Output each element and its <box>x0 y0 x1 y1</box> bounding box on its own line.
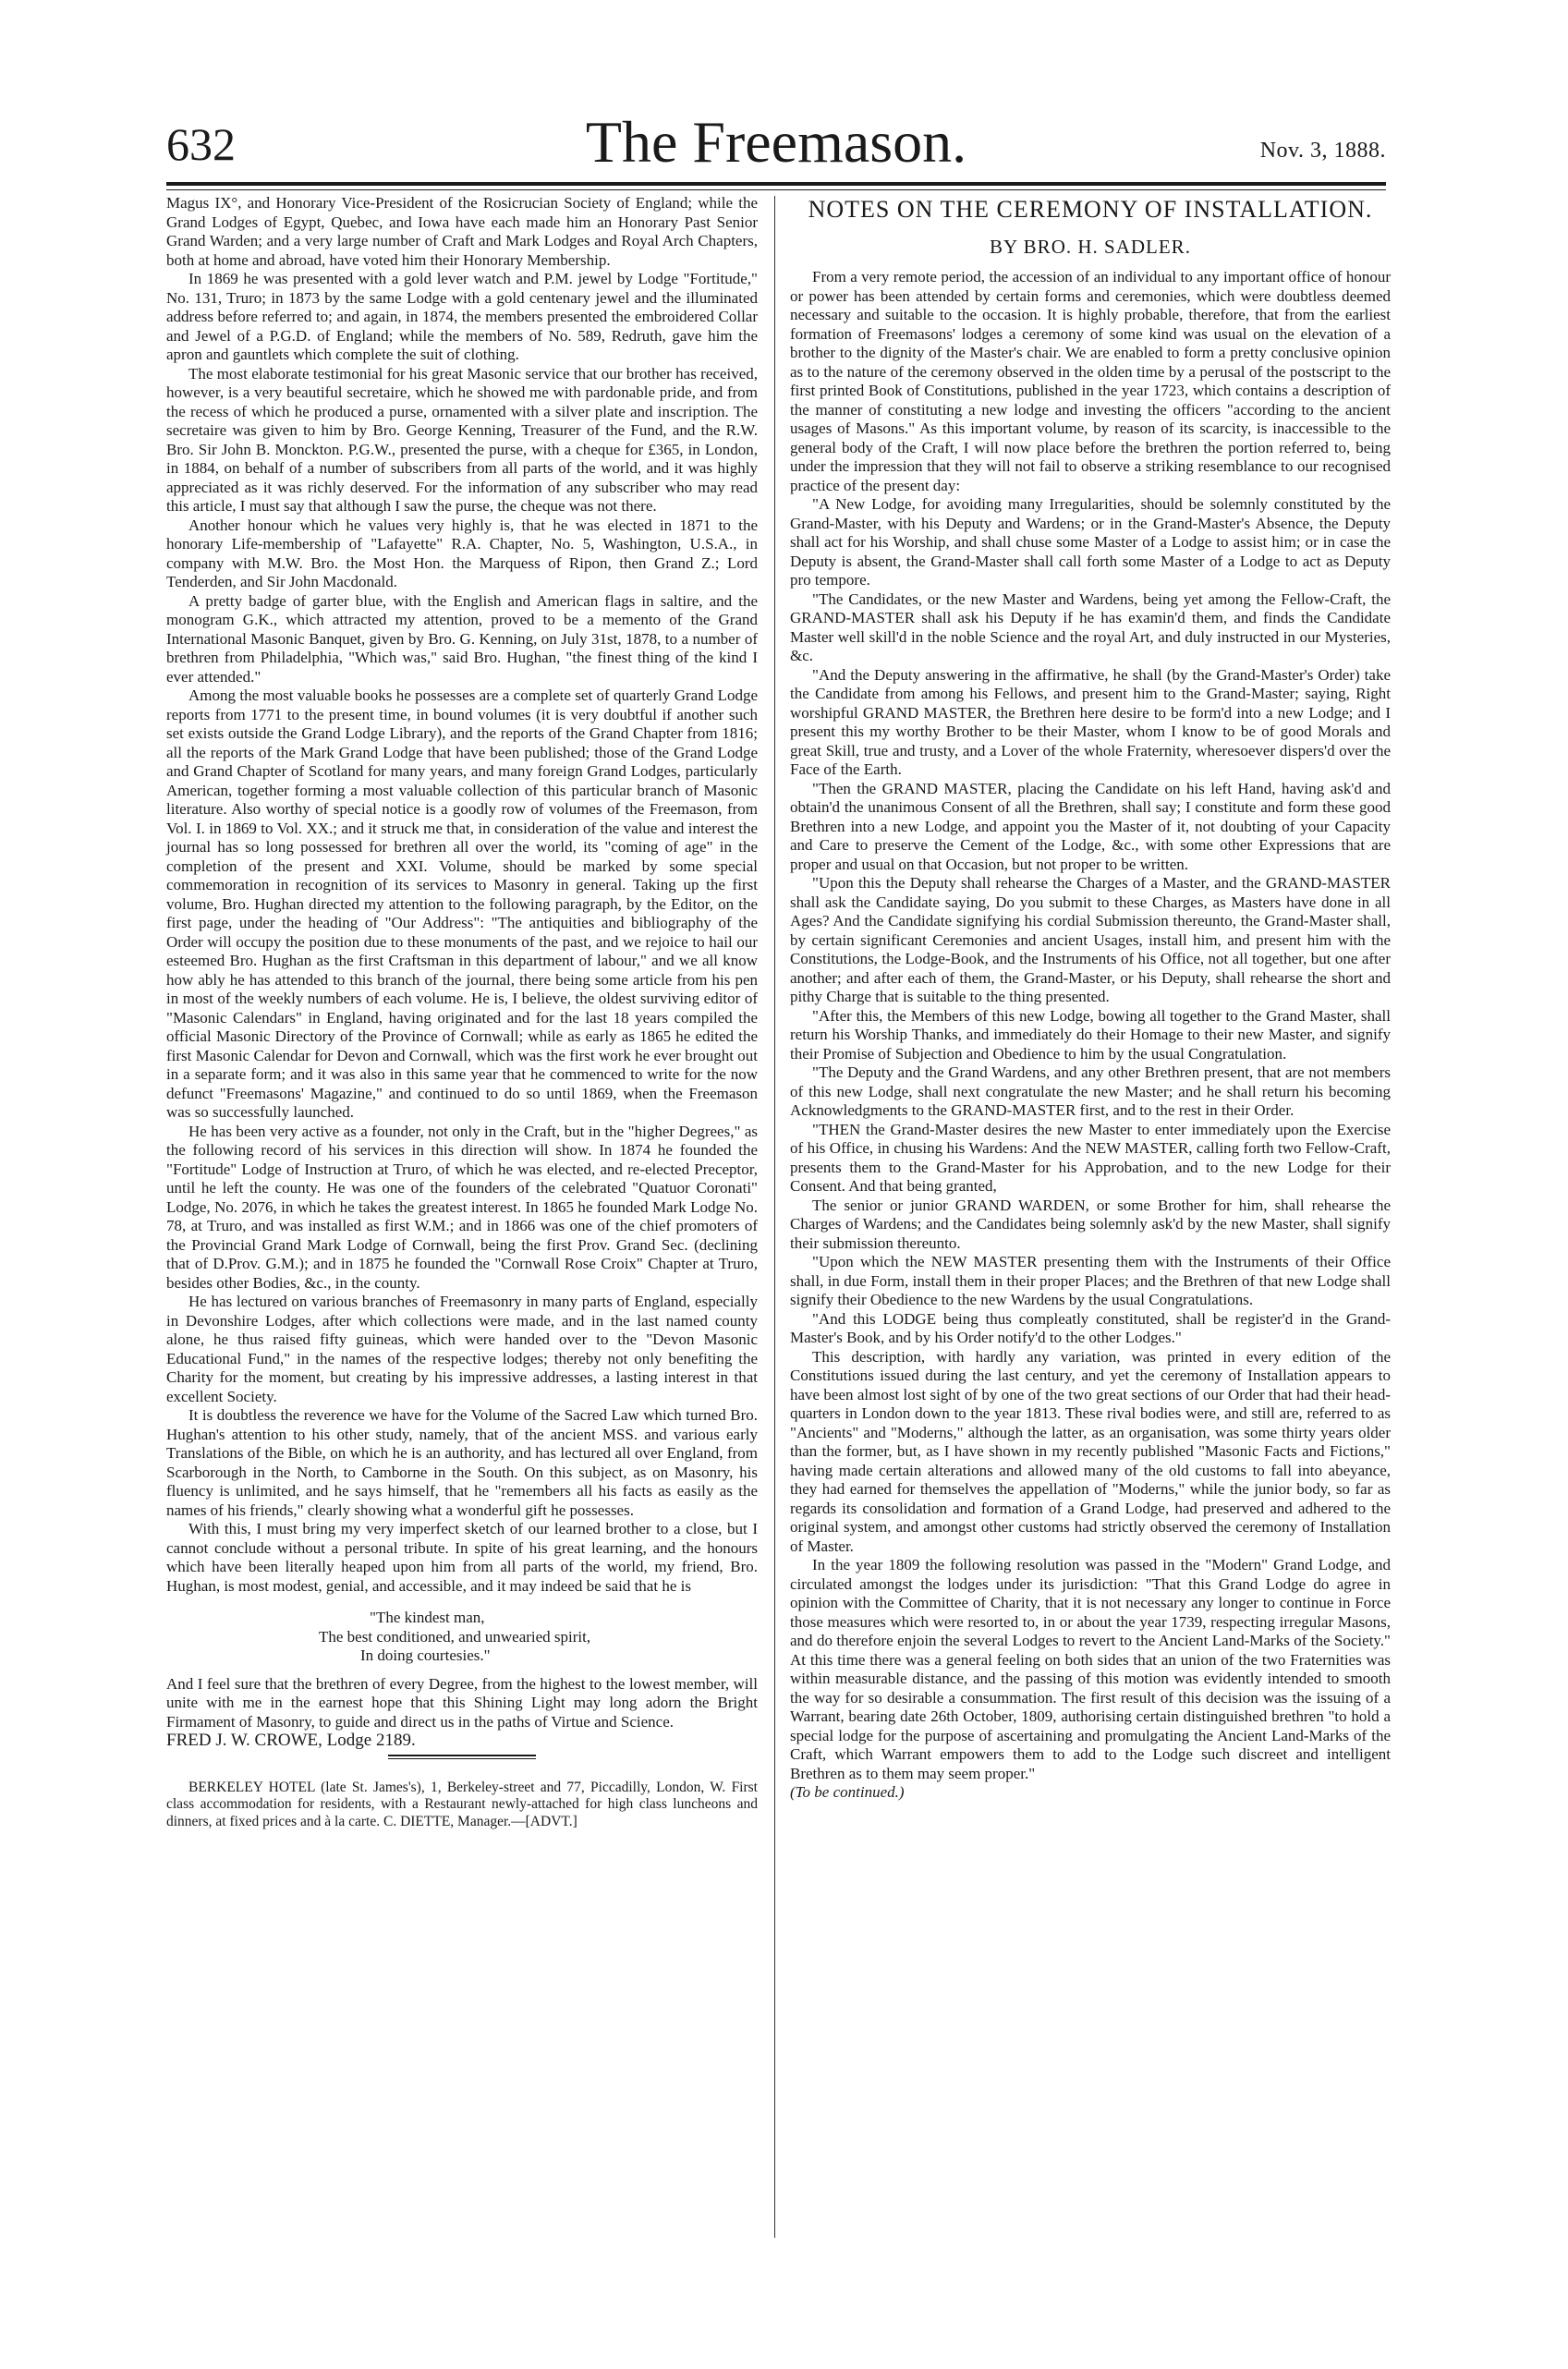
paragraph: It is doubtless the reverence we have for the Volume of the Sacred Law which turned Bro. Hughan's attention to his other study, namely, that of the ancient MSS. and various early Translations of the Bible, on which he is an authority, and has lectured all over England, from Scarborough in the North, to Camborne in the South. On this subject, as on Masonry, his fluency is unlimited, and he says himself, that he "remembers all his facts as easily as the names of his friends," clearly showing what a wonderful gift he possesses. <box>166 1406 758 1519</box>
paragraph: The most elaborate testimonial for his great Masonic service that our brother has received, however, is a very beautiful secretaire, which he showed me with pardonable pride, and from the recess of which he produced a purse, ornamented with a silver plate and inscription. The secretaire was given to him by Bro. George Kenning, Treasurer of the Fund, and the R.W. Bro. Sir John B. Monckton. P.G.W., presented the purse, with a cheque for £365, in London, in 1884, on behalf of a number of subscribers from all parts of the world, and it was highly appreciated as it was richly deserved. For the information of any subscriber who may read this article, I must say that although I saw the purse, the cheque was not there. <box>166 364 758 515</box>
paragraph: "The Deputy and the Grand Wardens, and any other Brethren present, that are not members of this new Lodge, shall next congratulate the new Master; and he shall return his becoming Acknowledgments to the GRAND-MASTER first, and to the rest in their Order. <box>790 1063 1391 1119</box>
paragraph: "Upon this the Deputy shall rehearse the Charges of a Master, and the GRAND-MASTER shall ask the Candidate saying, Do you submit to these Charges, as Masters have done in all Ages? And the Candidate signifying his cordial Submission thereunto, the Grand-Master shall, by certain significant Ceremonies and ancient Usages, install him, and present him with the Constitutions, the Lodge-Book, and the Instruments of his Office, not all together, but one after another; and after each of them, the Grand-Master, or his Deputy, shall rehearse the short and pithy Charge that is suitable to the thing presented. <box>790 874 1391 1005</box>
verse-line: "The kindest man, <box>370 1609 485 1626</box>
paragraph: Magus IX°, and Honorary Vice-President of the Rosicrucian Society of England; while the Grand Lodges of Egypt, Quebec, and Iowa have each made him an Honorary Past Senior Grand Warden; and a very large number of Craft and Mark Lodges and Royal Arch Chapters, both at home and abroad, have voted him their Honorary Membership. <box>166 194 758 269</box>
paragraph: From a very remote period, the accession of an individual to any important office of honour or power has been attended by certain forms and ceremonies, which were doubtless deemed necessary and suitable to the occasion. It is highly probable, therefore, that from the earliest formation of Freemasons' lodges a ceremony of some kind was usual on the elevation of a brother to the dignity of the Master's chair. We are enabled to form a pretty conclusive opinion as to the nature of the ceremony observed in the olden time by a perusal of the postscript to the first printed Book of Constitutions, published in the year 1723, which contains a description of the manner of constituting a new lodge and investing the officers "according to the ancient usages of Masons." As this important volume, by reason of its scarcity, is inaccessible to the general body of the Craft, I will now place before the brethren the portion referred to, being under the impression that they will not fail to observe a striking resemblance to our recognised practice of the present day: <box>790 268 1391 494</box>
verse-quote <box>166 1609 758 1666</box>
paragraph: "Then the GRAND MASTER, placing the Candidate on his left Hand, having ask'd and obtain'd the unanimous Consent of all the Brethren, shall say; I constitute and form these good Brethren into a new Lodge, and appoint you the Master of it, not doubting of your Capacity and Care to preserve the Cement of the Lodge, &c., with some other Expressions that are proper and usual on that Occasion, but not proper to be written. <box>790 779 1391 873</box>
header-rule-thin <box>166 189 1386 190</box>
paragraph: In 1869 he was presented with a gold lever watch and P.M. jewel by Lodge "Fortitude," No. 131, Truro; in 1873 by the same Lodge with a gold centenary jewel and the illuminated address before referred to; and again, in 1874, the members presented the embroidered Collar and Jewel of a P.G.D. of England; while the members of No. 589, Redruth, gave him the apron and gauntlets which complete the suit of clothing. <box>166 270 758 363</box>
paragraph: Among the most valuable books he possesses are a complete set of quarterly Grand Lodge reports from 1771 to the present time, in bound volumes (it is very doubtful if another such set exists outside the Grand Lodge Library), and the reports of the Grand Chapter from 1816; all the reports of the Mark Grand Lodge that have been published; those of the Grand Lodge and Grand Chapter of Scotland for many years, and many foreign Grand Lodges, particularly American, together forming a most valuable collection of this particular branch of Masonic literature. Also worthy of special notice is a goodly row of volumes of the Freemason, from Vol. I. in 1869 to Vol. XX.; and it struck me that, in consideration of the value and interest the journal has so long possessed for brethren all over the world, its "coming of age" in the completion of the present and XXI. Volume, should be marked by some special commemoration in recognition of its services to Masonry in general. Taking up the first volume, Bro. Hughan directed my attention to the following paragraph, by the Editor, on the first page, under the heading of "Our Address": "The antiquities and bibliography of the Order will occupy the position due to these monuments of the past, and we rejoice to hail our esteemed Bro. Hughan as the first Craftsman in this department of labour," and we all know how ably he has attended to this branch of the journal, there being some article from his pen in most of the weekly numbers of each volume. He is, I believe, the oldest surviving editor of "Masonic Calendars" in England, having originated and for the last 18 years compiled the official Masonic Directory of the Province of Cornwall; while as early as 1865 he edited the first Masonic Calendar for Devon and Cornwall, which was the first work he ever brought out in a separate form; and it was also in this same year that he commenced to write for the now defunct "Freemasons' Magazine," and continued to do so until 1869, when the Freemason was so successfully launched. <box>166 686 758 1121</box>
verse-line: The best conditioned, and unwearied spirit, <box>319 1627 591 1646</box>
paragraph: He has been very active as a founder, not only in the Craft, but in the "higher Degrees," as the following record of his services in this direction will show. In 1874 he founded the "Fortitude" Lodge of Instruction at Truro, of which he was elected, and re-elected Preceptor, until he left the county. He was one of the founders of the celebrated "Quatuor Coronati" Lodge, No. 2076, in which he takes the greatest interest. In 1865 he founded Mark Lodge No. 78, at Truro, and was installed as first W.M.; and in 1866 was one of the chief promoters of the Provincial Grand Mark Lodge of Cornwall, being the first Prov. Grand Sec. (declining that of D.Prov. G.M.); and in 1875 he founded the "Cornwall Rose Croix" Chapter at Truro, besides other Bodies, &c., in the county. <box>166 1122 758 1292</box>
closing-paragraph: And I feel sure that the brethren of every Degree, from the highest to the lowest member, will unite with me in the earnest hope that this Shining Light may long adorn the Bright Firmament of Masonry, to guide and direct us in the paths of Virtue and Science. <box>166 1674 758 1731</box>
paragraph: "The Candidates, or the new Master and Wardens, being yet among the Fellow-Craft, the GRAND-MASTER shall ask his Deputy if he has examin'd them, and finds the Candidate Master well skill'd in the noble Science and the royal Art, and duly instructed in our Mysteries, &c. <box>790 589 1391 664</box>
issue-date: Nov. 3, 1888. <box>1259 139 1386 163</box>
paragraph: "THEN the Grand-Master desires the new Master to enter immediately upon the Exercise of his Office, in chusing his Wardens: And the NEW MASTER, calling forth two Fellow-Craft, presents them to the Grand-Master for his Approbation, and to the new Lodge for their Consent. And that being granted, <box>790 1120 1391 1195</box>
hotel-advertisement: BERKELEY HOTEL (late St. James's), 1, Berkeley-street and 77, Piccadilly, London, W. First class accommodation for residents, with a Restaurant newly-attached for high class luncheons and dinners, at fixed prices and à la carte. C. DIETTE, Manager.—[ADVT.] <box>166 1779 758 1829</box>
paragraph: He has lectured on various branches of Freemasonry in many parts of England, especially in Devonshire Lodges, after which collections were made, and in the last named county alone, he thus raised fifty guineas, which were handed over to the "Devon Masonic Educational Fund," in the names of the respective lodges; thereby not only benefiting the Charity for the moment, but creating by his impressive addresses, a lasting interest in that excellent Society. <box>166 1293 758 1405</box>
divider-rule-thin <box>388 1758 536 1759</box>
page-number: 632 <box>166 118 236 170</box>
paragraph: A pretty badge of garter blue, with the English and American flags in saltire, and the monogram G.K., which attracted my attention, proved to be a memento of the Grand International Masonic Banquet, given by Bro. G. Kenning, on July 31st, 1878, to a number of brethren from Philadelphia, "Which was," said Bro. Hughan, "the finest thing of the kind I ever attended." <box>166 591 758 686</box>
column-divider <box>774 196 775 2238</box>
paragraph: Another honour which he values very highly is, that he was elected in 1871 to the honorary Life-membership of "Lafayette" R.A. Chapter, No. 5, Washington, U.S.A., in company with M.W. Bro. the Most Hon. the Marquess of Ripon, then Grand Z.; Lord Tenderden, and Sir John Macdonald. <box>166 516 758 590</box>
paragraph: This description, with hardly any variation, was printed in every edition of the Constitutions issued during the last century, and yet the ceremony of Installation appears to have been almost lost sight of by one of the two great sections of our Order that had their head-quarters in London down to the year 1813. These rival bodies were, and still are, referred to as "Ancients" and "Moderns," although the latter, as an organisation, was some thirty years older than the former, but, as I have shown in my recently published "Masonic Facts and Fictions," having made certain alterations and allowed many of the old customs to fall into abeyance, they had earned for themselves the appellation of "Moderns," while the junior body, so far as regards its consolidation and formation of a Grand Lodge, had preserved and adhered to the original system, and amongst other customs had strictly observed the ceremony of Installation of Master. <box>790 1347 1391 1555</box>
divider-rule <box>388 1755 536 1756</box>
paragraph: "And this LODGE being thus compleatly constituted, shall be register'd in the Grand-Master's Book, and by his Order notify'd to the other Lodges." <box>790 1309 1391 1346</box>
continued-note: (To be continued.) <box>790 1783 905 1801</box>
article-title: NOTES ON THE CEREMONY OF INSTALLATION. <box>808 196 1373 223</box>
paragraph: With this, I must bring my very imperfect sketch of our learned brother to a close, but I cannot conclude without a personal tribute. In spite of his great learning, and the honours which have been literally heaped upon him from all parts of the world, my friend, Bro. Hughan, is most modest, genial, and accessible, and it may indeed be said that he is <box>166 1520 758 1595</box>
paragraph: "After this, the Members of this new Lodge, bowing all together to the Grand Master, shall return his Worship Thanks, and immediately do their Homage to their new Master, and signify their Promise of Subjection and Obedience to him by the usual Congratulation. <box>790 1006 1391 1063</box>
paragraph: "A New Lodge, for avoiding many Irregularities, should be solemnly constituted by the Grand-Master, with his Deputy and Wardens; or in the Grand-Master's Absence, the Deputy shall act for his Worship, and shall chuse some Master of a Lodge to assist him; or in case the Deputy is absent, the Grand-Master shall call forth some Master of a Lodge to act as Deputy pro tempore. <box>790 495 1391 589</box>
newspaper-title: The Freemason. <box>585 109 967 175</box>
paragraph: The senior or junior GRAND WARDEN, or some Brother for him, shall rehearse the Charges of Wardens; and the Candidates being solemnly ask'd by the new Master, shall signify their submission thereunto. <box>790 1196 1391 1252</box>
paragraph: "Upon which the NEW MASTER presenting them with the Instruments of their Office shall, in due Form, install them in their proper Places; and the Brethren of that new Lodge shall signify their Obedience to the new Wardens by the usual Congratulations. <box>790 1253 1391 1308</box>
verse-line: In doing courtesies." <box>360 1646 491 1664</box>
masthead <box>166 103 1386 183</box>
right-column <box>790 194 1391 1803</box>
left-column <box>166 194 758 1830</box>
article-author: BY BRO. H. SADLER. <box>990 236 1191 258</box>
header-rule <box>166 182 1386 186</box>
author-signature: FRED J. W. CROWE, Lodge 2189. <box>166 1731 416 1750</box>
paragraph: "And the Deputy answering in the affirmative, he shall (by the Grand-Master's Order) take the Candidate from among his Fellows, and present him to the Grand-Master; saying, Right worshipful GRAND MASTER, the Brethren here desire to be form'd into a new Lodge; and I present this my worthy Brother to be their Master, whom I know to be of good Morals and great Skill, true and trusty, and a Lover of the whole Fraternity, wheresoever dispers'd over the Face of the Earth. <box>790 665 1391 778</box>
paragraph: In the year 1809 the following resolution was passed in the "Modern" Grand Lodge, and circulated amongst the lodges under its jurisdiction: "That this Grand Lodge do agree in opinion with the Committee of Charity, that it is not necessary any longer to continue in Force those measures which were resorted to, in or about the year 1739, respecting irregular Masons, and do therefore enjoin the several Lodges to revert to the Ancient Land-Marks of the Society." At this time there was a general feeling on both sides that an union of the two Fraternities was within measurable distance, and the passing of this motion was evidently intended to smooth the way for so desirable a consummation. The first result of this decision was the issuing of a Warrant, bearing date 26th October, 1809, authorising certain distinguished brethren "to hold a special lodge for the purpose of ascertaining and promulgating the Ancient Land-Marks of the Craft, which Warrant empowers them to add to the Lodge such discreet and intelligent Brethren as to them may seem proper." <box>790 1556 1391 1782</box>
